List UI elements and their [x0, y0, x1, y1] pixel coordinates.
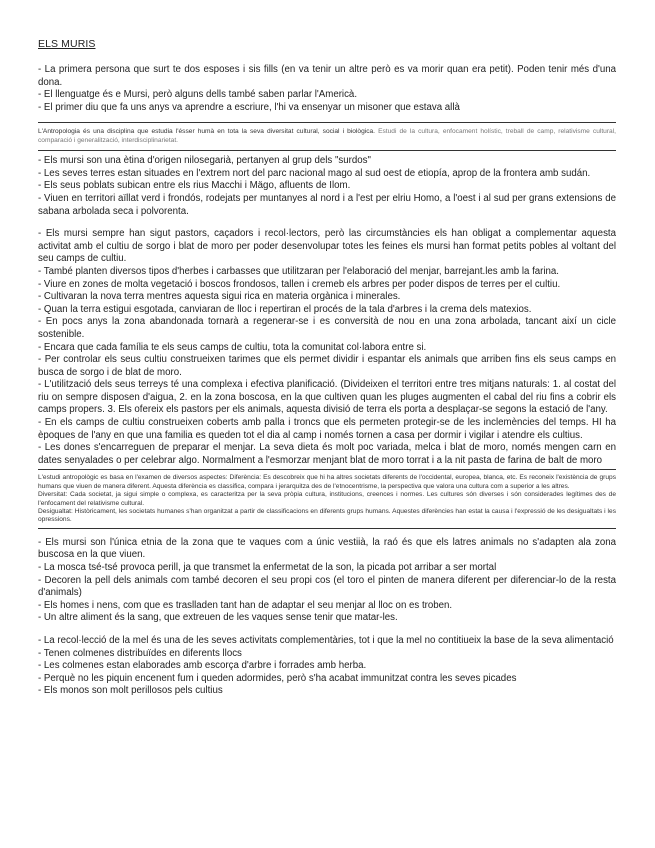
activities-line: - Encara que cada família te els seus camps de cultiu, tota la comunitat col·labora entre si. [38, 341, 427, 353]
cattle-line: - La mosca tsé-tsé provoca perill, ja que transmet la enfermetat de la son, la picada pot arribar a ser mortal [38, 562, 497, 574]
spacer [38, 218, 616, 228]
document-page [38, 38, 616, 698]
activities-line: - Viure en zones de molta vegetació i boscos frondosos, tallen i cremeb els arbres per poder dispos de terres per el cultiu. [38, 278, 561, 290]
anthropology-note-extra: Estudi de la cultura, enfocament holístic, treball de camp, relativisme cultural, comparació i generalització, interdisciplinarietat. [38, 128, 616, 144]
location-line: - Els seus poblats subican entre els rius Macchi i Mägo, afluents de Ilom. [38, 180, 351, 192]
intro-line: - El llenguatge és e Mursi, però alguns dells també saben parlar l'Americà. [38, 89, 358, 101]
honey-line: - Perquè no les piquin encenent fum i queden adormides, però s'ha acabat immunitzat contra les seves picades [38, 672, 517, 684]
honey-line: - Tenen colmenes distribuïdes en diferents llocs [38, 647, 242, 659]
study-note-line: L'estudi antropològic es basa en l'examen de diversos aspectes: Diferència: Es descobreix que hi ha altres societats diferents de l'occidental, europea, blanca, etc. Es reconeix l'existència de grups humans que viuen de manera diferent. Aquesta diferència es classifica, compara i jerarquitza des de l'etnocentrisme, la perspectiva que valora una cultura com a superior a les altres. [38, 474, 616, 490]
activities-line: - Cultivaran la nova terra mentres aquesta sigui rica en materia orgànica i minerales. [38, 291, 401, 303]
honey-line: - Els monos son molt perillosos pels cultius [38, 685, 223, 697]
activities-line: - També planten diversos tipos d'herbes i carbasses que utilitzaran per l'elaboració del menjar, barrejant.les amb la farina. [38, 265, 560, 277]
location-line: - Les seves terres estan situades en l'extrem nort del parc nacional mago al sud oest de etiopía, aprop de la frontera amb sudán. [38, 167, 591, 179]
cattle-line: - Els homes i nens, com que es traslladen tant han de adaptar el seu menjar al lloc on es troben. [38, 599, 453, 611]
divider [38, 122, 616, 123]
study-note-line: Desigualtat: Històricament, les societats humanes s'han organitzat a partir de classificacions en diferents grups humans. Aquestes diferències han estat la causa i l'expressió de les desigualtats i les opressions. [38, 508, 616, 524]
cattle-line: - Decoren la pell dels animals com també decoren el seu propi cos (el toro el pinten de manera diferent per diferenciar-lo de la resta d'animals) [38, 574, 616, 599]
cattle-section [38, 537, 616, 625]
honey-section [38, 635, 616, 698]
document-title: ELS MURIS [38, 38, 96, 50]
activities-line: - Els mursi sempre han sigut pastors, caçadors i recol·lectors, però las circumstàncies els han obligat a complementar aquesta activitat amb el cultiu de sorgo i blat de moro per poder desenvolupar totes les feines els mursi han format petits pobles al voltant del seu camps de cultiu. [38, 228, 616, 265]
location-section [38, 155, 616, 218]
activities-line: - Les dones s'encarreguen de preparar el menjar. La seva dieta és molt poc variada, melca i blat de moro, només mengen carn en dates senyalades o per celebrar algo. Normalment a l'esmorzar menjant blat de moro torrat i a la nit pasta de farina de balt de moro [38, 442, 616, 466]
anthropology-note-main: L'Antropologia és una disciplina que estudia l'ésser humà en tota la seva diversitat cultural, social i biològica. [38, 128, 375, 136]
divider [38, 150, 616, 151]
anthropology-note [38, 128, 616, 145]
location-line: - Els mursi son una ètina d'origen nilosegarià, pertanyen al grup dels "surdos" [38, 155, 371, 167]
study-note [38, 474, 616, 524]
location-line: - Viuen en territori aïllat verd i frondós, rodejats per muntanyes al nord i a l'est per elriu Homo, a l'oest i al sud per grans extensions de sabana arbolada seca i polvorenta. [38, 192, 616, 217]
activities-line: - En els camps de cultiu construeixen coberts amb palla i troncs que els permeten protegir-se de les inclemències del temps. HI ha èpoques de l'any en que una familia es queden tot el dia al camp i només tornen a casa per dormir i vigilar i atendre els cultius. [38, 417, 616, 441]
divider [38, 528, 616, 529]
activities-section [38, 228, 616, 467]
cattle-line: - Un altre aliment és la sang, que extreuen de les vaques sense tenir que matar-les. [38, 612, 398, 624]
divider [38, 469, 616, 470]
activities-line: - En pocs anys la zona abandonada tornarà a regenerar-se i es conversità de nou en una zona arbolada, tancant així un cicle sostenible. [38, 316, 616, 340]
intro-line: - La primera persona que surt te dos esposes i sis fills (en va tenir un altre però es va morir quan era petit). Poden tenir més d'una dona. [38, 64, 616, 88]
cattle-line: - Els mursi son l'única etnia de la zona que te vaques com a únic vestiià, la raó és que els latres animals no s'adapten ala zona buscosa en la que viuen. [38, 536, 616, 561]
intro-section [38, 64, 616, 114]
spacer [38, 625, 616, 635]
honey-line: - Les colmenes estan elaborades amb escorça d'arbre i forrades amb herba. [38, 660, 367, 672]
intro-line: - El primer diu que fa uns anys va aprendre a escriure, l'hi va ensenyar un misoner que estava allà [38, 101, 460, 113]
activities-line: - Quan la terra estigui esgotada, canviaran de lloc i repertiran el procés de la tala d'arbres i la crema dels matexios. [38, 303, 532, 315]
activities-line: - L'utilització dels seus terreys té una complexa i efectiva planificació. (Divideixen el territori entre tres mitjans naturals: 1. al costat del riu on sempre disposen d'aigua, 2. en la zona boscosa, en la que cultiven quan les pluges augmenten el cabal del riu fins a cobrir els camps propers. 3. Els ofereix els pastors per els animals, aquesta divisió de terra els porta a desplaçar-se segons la estació de l'any. [38, 379, 616, 416]
activities-line: - Per controlar els seus cultiu construeixen tarimes que els permet dividir i espantar els animals que arriben fins els seus camps en busca de sorgo i de blat de moro. [38, 354, 616, 378]
honey-line: - La recol·lecció de la mel és una de les seves activitats complementàries, tot i que la mel no contitiueix la base de la seva alimentació [38, 635, 614, 647]
study-note-line: Diversitat: Cada societat, ja sigui simple o complexa, es caracteritza per la seva pròpia cultura, institucions, creences i normes. Les cultures són diverses i són considerades legítimes des de l'enfocament del relativisme cultural. [38, 491, 616, 507]
